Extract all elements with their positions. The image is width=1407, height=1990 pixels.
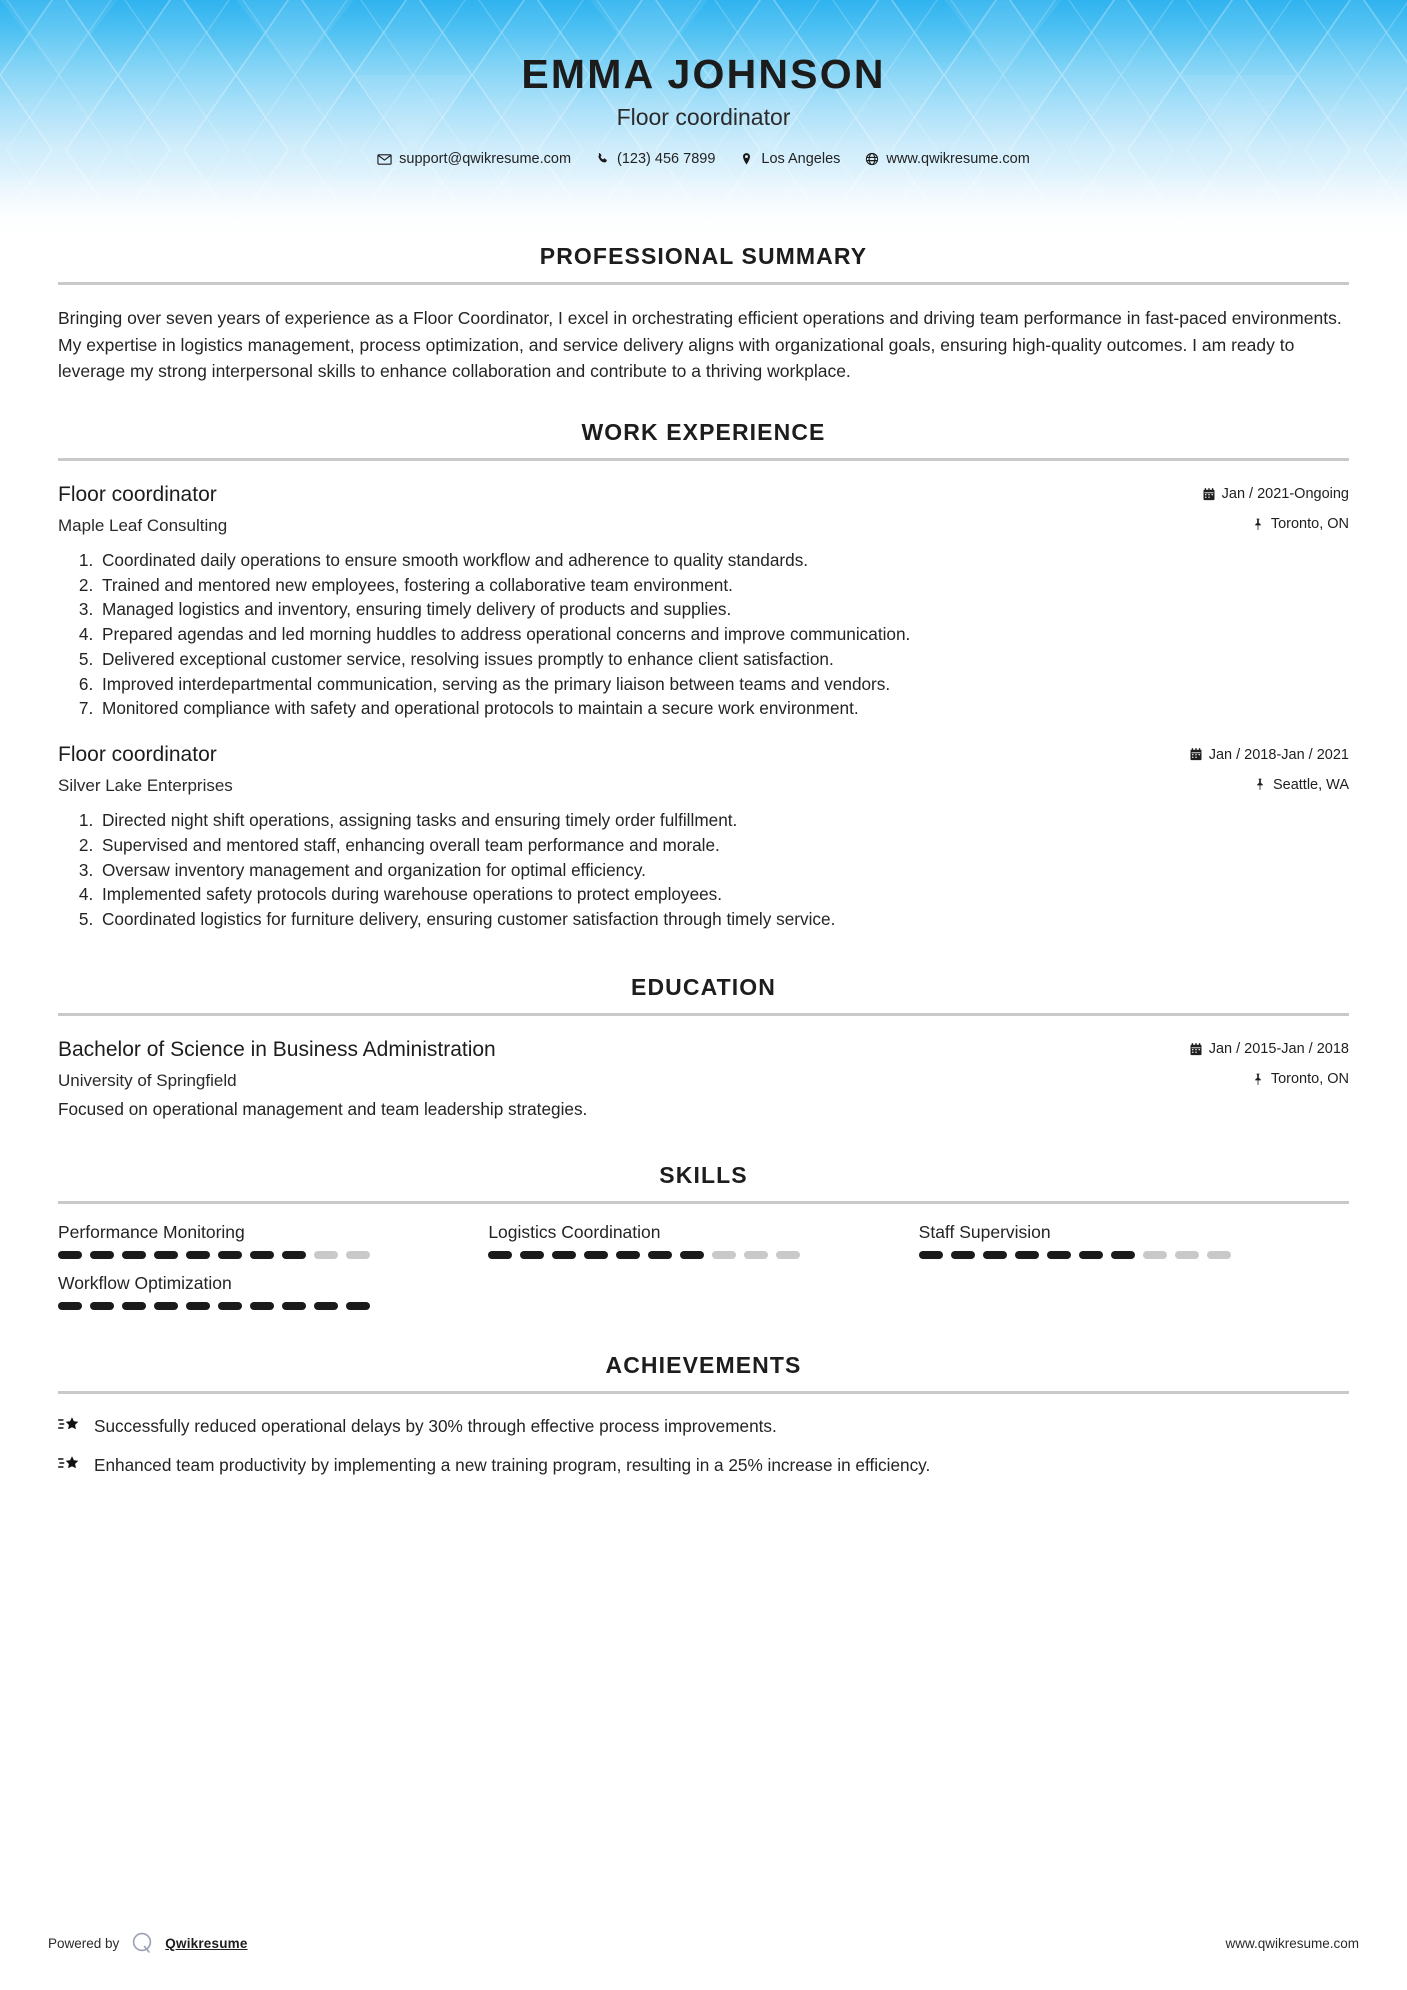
achievement-text: Successfully reduced operational delays by 30% through effective process improvements. [94, 1415, 777, 1436]
skill-dash [250, 1302, 274, 1310]
skill-dash [346, 1251, 370, 1259]
list-item: 5. Delivered exceptional customer service, resolving issues promptly to enhance client satisfaction. [98, 647, 1349, 672]
skill-dash [122, 1302, 146, 1310]
skill-dash [314, 1302, 338, 1310]
footer-website[interactable]: www.qwikresume.com [1225, 1935, 1359, 1951]
contact-row [0, 151, 1407, 167]
list-item [58, 1414, 1349, 1439]
skill-label: Workflow Optimization [58, 1272, 232, 1293]
contact-location [727, 151, 852, 167]
skill-dash [122, 1251, 146, 1259]
experience-dates [1203, 486, 1349, 502]
powered-by-block [48, 1930, 248, 1956]
section-skills [58, 1162, 1349, 1310]
skill-dash [1079, 1251, 1103, 1259]
education-degree: Bachelor of Science in Business Administration [58, 1037, 496, 1061]
header-job-title: Floor coordinator [616, 104, 791, 131]
experience-dates [1190, 747, 1349, 763]
phone-icon [595, 152, 610, 167]
skill-item [919, 1222, 1349, 1259]
skill-dash [680, 1251, 704, 1259]
skill-item [488, 1222, 918, 1259]
calendar-icon [1190, 748, 1203, 762]
skill-dash [218, 1251, 242, 1259]
skill-dash [282, 1251, 306, 1259]
skill-dash [1111, 1251, 1135, 1259]
list-item: 4. Implemented safety protocols during warehouse operations to protect employees. [98, 882, 1349, 907]
resume-body [0, 243, 1407, 1478]
experience-organization: Maple Leaf Consulting [58, 515, 228, 535]
skill-dash [648, 1251, 672, 1259]
skill-label: Logistics Coordination [488, 1221, 661, 1242]
skill-label: Performance Monitoring [58, 1221, 245, 1242]
summary-paragraph: Bringing over seven years of experience as a Floor Coordinator, I excel in orchestrating efficient operations and driving team performance in fast-paced environments. My expertise in logistics management, process optimization, and service delivery aligns with organizational goals, ensuring high-quality outcomes. I am ready to leverage my strong interpersonal skills to enhance collaboration and contribute to a thriving workplace. [58, 308, 1342, 382]
skill-dash [983, 1251, 1007, 1259]
education-entry [58, 1038, 1349, 1120]
experience-location-text: Toronto, ON [1270, 516, 1349, 533]
contact-email-text: support@qwikresume.com [399, 151, 572, 168]
experience-role: Floor coordinator [58, 743, 217, 767]
skill-dash [1207, 1251, 1231, 1259]
skill-dash [1175, 1251, 1199, 1259]
education-dates [1190, 1041, 1349, 1057]
list-item: 5. Coordinated logistics for furniture delivery, ensuring customer satisfaction through timely service. [98, 907, 1349, 932]
skill-dash [186, 1251, 210, 1259]
calendar-icon [1190, 1042, 1203, 1056]
pin-icon [1252, 517, 1265, 531]
skill-dash [90, 1251, 114, 1259]
section-divider [58, 282, 1349, 285]
list-item: 4. Prepared agendas and led morning huddles to address operational concerns and improve communication. [98, 622, 1349, 647]
header-bottom-fade [0, 173, 1407, 243]
contact-email[interactable] [365, 151, 583, 167]
section-work-experience [58, 419, 1349, 932]
pin-icon [1254, 778, 1267, 792]
section-professional-summary [58, 243, 1349, 385]
skill-dash [346, 1302, 370, 1310]
section-divider [58, 1013, 1349, 1016]
page-footer [0, 1930, 1407, 1956]
pin-icon [1252, 1072, 1265, 1086]
skill-dash [282, 1302, 306, 1310]
education-location-text: Toronto, ON [1270, 1071, 1349, 1088]
page-title: EMMA JOHNSON [521, 51, 886, 97]
envelope-icon [377, 152, 392, 167]
skill-dash [488, 1251, 512, 1259]
education-location [1252, 1071, 1349, 1087]
skill-dash [520, 1251, 544, 1259]
experience-dates-text: Jan / 2021-Ongoing [1221, 486, 1349, 503]
section-heading-skills: SKILLS [659, 1161, 748, 1188]
experience-role: Floor coordinator [58, 482, 217, 506]
section-heading-experience: WORK EXPERIENCE [581, 418, 826, 445]
powered-by-label: Powered by [48, 1935, 120, 1951]
section-heading-achievements: ACHIEVEMENTS [605, 1351, 802, 1378]
list-item: 2. Trained and mentored new employees, fostering a collaborative team environment. [98, 573, 1349, 598]
skill-level-meter [58, 1302, 488, 1310]
globe-icon [864, 152, 879, 167]
list-item: 7. Monitored compliance with safety and operational protocols to maintain a secure work environment. [98, 696, 1349, 721]
experience-organization: Silver Lake Enterprises [58, 776, 233, 796]
section-heading-summary: PROFESSIONAL SUMMARY [539, 243, 868, 269]
skill-dash [712, 1251, 736, 1259]
skill-item [58, 1273, 488, 1310]
section-education [58, 974, 1349, 1120]
section-divider [58, 1391, 1349, 1394]
skill-dash [58, 1302, 82, 1310]
experience-bullet-list [58, 548, 1349, 721]
section-divider [58, 458, 1349, 461]
skill-dash [1047, 1251, 1071, 1259]
skill-dash [744, 1251, 768, 1259]
skill-dash [154, 1251, 178, 1259]
contact-website-text: www.qwikresume.com [886, 151, 1030, 168]
skill-dash [951, 1251, 975, 1259]
experience-bullet-list [58, 808, 1349, 932]
skill-dash [1015, 1251, 1039, 1259]
skill-item [58, 1222, 488, 1259]
section-achievements [58, 1352, 1349, 1478]
skill-dash [250, 1251, 274, 1259]
contact-location-text: Los Angeles [761, 151, 841, 168]
experience-dates-text: Jan / 2018-Jan / 2021 [1208, 746, 1349, 763]
education-institution: University of Springfield [58, 1070, 237, 1090]
skill-dash [776, 1251, 800, 1259]
skill-dash [218, 1302, 242, 1310]
education-dates-text: Jan / 2015-Jan / 2018 [1208, 1041, 1349, 1058]
experience-entry [58, 743, 1349, 932]
list-item: 2. Supervised and mentored staff, enhancing overall team performance and morale. [98, 833, 1349, 858]
skill-dash [616, 1251, 640, 1259]
skill-dash [186, 1302, 210, 1310]
skill-dash [58, 1251, 82, 1259]
contact-website[interactable] [852, 151, 1041, 167]
skills-grid [58, 1222, 1349, 1310]
contact-phone[interactable] [583, 151, 727, 167]
experience-location [1252, 516, 1349, 532]
skill-dash [90, 1302, 114, 1310]
qwikresume-brand-link[interactable]: Qwikresume [165, 1935, 248, 1951]
section-divider [58, 1201, 1349, 1204]
calendar-icon [1203, 487, 1216, 501]
skill-dash [552, 1251, 576, 1259]
skill-dash [154, 1302, 178, 1310]
education-note: Focused on operational management and team leadership strategies. [58, 1098, 588, 1119]
skill-dash [919, 1251, 943, 1259]
list-item: 1. Directed night shift operations, assigning tasks and ensuring timely order fulfillment. [98, 808, 1349, 833]
list-item: 3. Oversaw inventory management and organization for optimal efficiency. [98, 858, 1349, 883]
skill-level-meter [58, 1251, 488, 1259]
map-pin-icon [739, 152, 754, 167]
skill-level-meter [488, 1251, 918, 1259]
achievements-list [58, 1414, 1349, 1478]
experience-entry [58, 483, 1349, 721]
resume-header [0, 0, 1407, 243]
shooting-star-icon [58, 1455, 80, 1475]
skill-label: Staff Supervision [918, 1221, 1051, 1242]
experience-location-text: Seattle, WA [1272, 776, 1349, 793]
experience-location [1254, 777, 1349, 793]
list-item [58, 1453, 1349, 1478]
contact-phone-text: (123) 456 7899 [617, 151, 716, 168]
list-item: 3. Managed logistics and inventory, ensuring timely delivery of products and supplies. [98, 597, 1349, 622]
skill-dash [1143, 1251, 1167, 1259]
skill-dash [584, 1251, 608, 1259]
list-item: 1. Coordinated daily operations to ensure smooth workflow and adherence to quality standards. [98, 548, 1349, 573]
skill-level-meter [919, 1251, 1349, 1259]
shooting-star-icon [58, 1416, 80, 1436]
qwikresume-logo-icon [129, 1930, 155, 1956]
skill-dash [314, 1251, 338, 1259]
section-heading-education: EDUCATION [631, 973, 776, 1000]
achievement-text: Enhanced team productivity by implementing a new training program, resulting in a 25% increase in efficiency. [94, 1454, 931, 1475]
list-item: 6. Improved interdepartmental communication, serving as the primary liaison between teams and vendors. [98, 672, 1349, 697]
